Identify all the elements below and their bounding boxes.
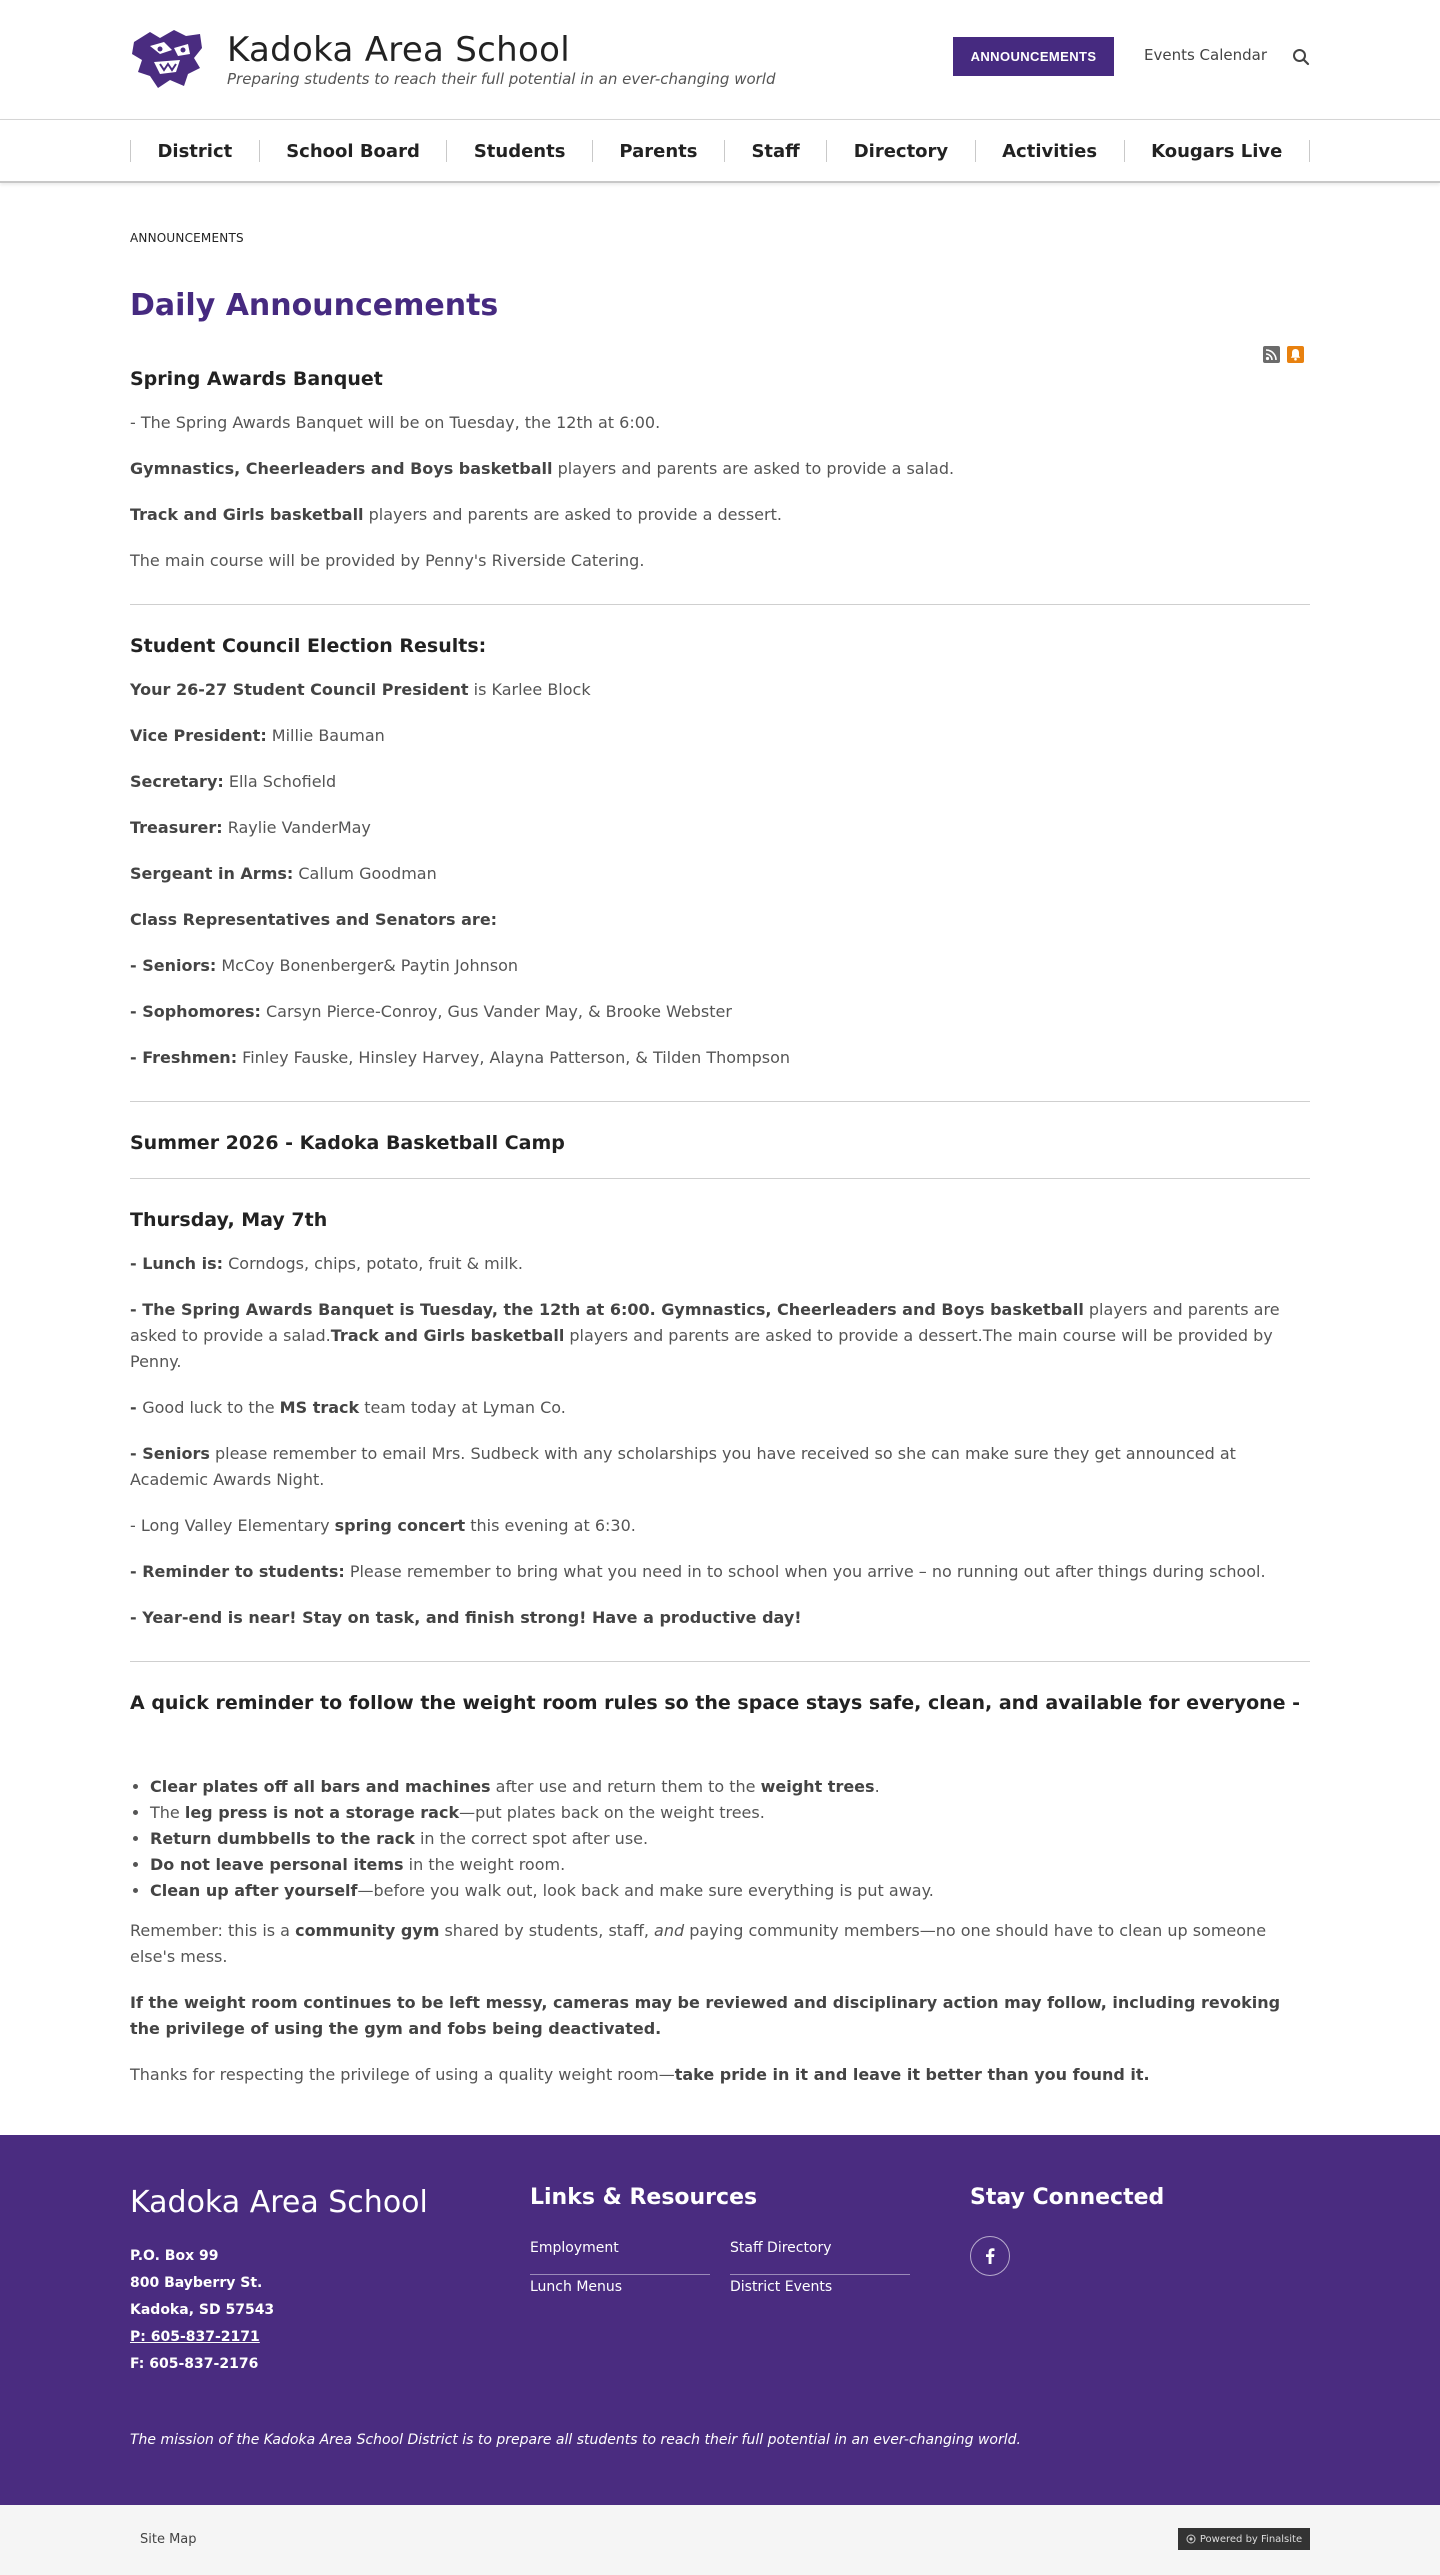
- italic-text: and: [654, 1921, 685, 1940]
- text: players and parents are asked to provide a salad.: [552, 459, 955, 478]
- links-title: Links & Resources: [530, 2185, 758, 2210]
- text: McCoy Bonenberger& Paytin Johnson: [216, 956, 518, 975]
- address-street: 800 Bayberry St.: [130, 2275, 263, 2291]
- post-text: [130, 456, 1310, 482]
- bold-text: - Seniors:: [130, 956, 217, 975]
- post-text: [130, 677, 1310, 703]
- main-nav: [0, 119, 1440, 183]
- bold-text: spring concert: [334, 1516, 466, 1535]
- bold-text: - Reminder to students:: [130, 1562, 345, 1581]
- footer-link-lunch-menus[interactable]: Lunch Menus: [530, 2279, 623, 2295]
- rss-icon[interactable]: [1263, 346, 1280, 363]
- post-title[interactable]: Summer 2026 - Kadoka Basketball Camp: [130, 1132, 565, 1154]
- nav-divider: [1124, 140, 1125, 162]
- bold-text: -: [130, 1398, 143, 1417]
- post-text: [130, 1441, 1310, 1493]
- footer-link-employment[interactable]: Employment: [530, 2240, 619, 2256]
- bold-text: Your 26-27 Student Council President: [130, 680, 469, 699]
- nav-item-students[interactable]: Students: [473, 140, 566, 162]
- text: Thanks for respecting the privilege of using a quality weight room—: [130, 2065, 675, 2084]
- text: players and parents are asked to provide a salad.: [130, 1300, 1280, 1345]
- spacer: [130, 1734, 1310, 1774]
- text: Carsyn Pierce-Conroy, Gus Vander May, & Brooke Webster: [260, 1002, 732, 1021]
- bold-text: - Lunch is:: [130, 1254, 224, 1273]
- text: .: [874, 1777, 880, 1796]
- bold-text: Return dumbbells to the rack: [150, 1829, 415, 1848]
- announcements-button[interactable]: ANNOUNCEMENTS: [953, 37, 1114, 76]
- post-text: [130, 502, 1310, 528]
- bold-text: Secretary:: [130, 772, 224, 791]
- powered-by-badge[interactable]: [1178, 2528, 1310, 2550]
- nav-divider: [1309, 140, 1310, 162]
- post-text: [130, 769, 1310, 795]
- phone-link[interactable]: P: 605-837-2171: [130, 2329, 260, 2345]
- footer-address: [130, 2243, 274, 2378]
- text: Good luck to the: [142, 1398, 280, 1417]
- nav-item-district[interactable]: District: [157, 140, 233, 162]
- bold-text: If the weight room continues to be left messy, cameras may be reviewed and disciplinary action may follow, including revoking the privilege of using the gym and fobs being deactivated.: [130, 1993, 1281, 2038]
- post-text: [130, 861, 1310, 887]
- bold-text: Seniors: [142, 1444, 210, 1463]
- facebook-icon[interactable]: [970, 2236, 1010, 2276]
- nav-item-directory[interactable]: Directory: [853, 140, 949, 162]
- post-text: [130, 1045, 1310, 1071]
- stay-connected-title: Stay Connected: [970, 2185, 1165, 2210]
- list-item: [150, 1878, 1310, 1904]
- footer-link-district-events[interactable]: District Events: [730, 2279, 833, 2295]
- nav-item-parents[interactable]: Parents: [619, 140, 698, 162]
- post-text: [130, 953, 1310, 979]
- powered-by-text: Powered by Finalsite: [1199, 2533, 1303, 2545]
- announcement-post: [130, 1130, 1310, 1179]
- nav-item-staff[interactable]: Staff: [751, 140, 800, 162]
- post-text: [130, 2062, 1310, 2088]
- footer-school-name: Kadoka Area School: [130, 2185, 428, 2220]
- announcement-post: [130, 633, 1310, 1102]
- site-tagline: Preparing students to reach their full potential in an ever-changing world: [227, 70, 776, 88]
- text: —before you walk out, look back and make sure everything is put away.: [357, 1881, 934, 1900]
- post-text: [130, 1395, 1310, 1421]
- bold-text: Sergeant in Arms:: [130, 864, 294, 883]
- rules-list: [150, 1774, 1310, 1904]
- site-map-link[interactable]: Site Map: [140, 2532, 197, 2547]
- post-text: - The Spring Awards Banquet will be on Tuesday, the 12th at 6:00.: [130, 413, 661, 432]
- bold-text: leg press is not a storage rack: [184, 1803, 460, 1822]
- bold-text: Track and Girls basketball: [130, 505, 364, 524]
- text: —put plates back on the weight trees.: [459, 1803, 765, 1822]
- text: players and parents are asked to provide a dessert.The main course will be provided by Penny.: [130, 1326, 1273, 1371]
- nav-divider: [446, 140, 447, 162]
- footer-link-staff-directory[interactable]: Staff Directory: [730, 2240, 832, 2256]
- bold-text: Gymnastics, Cheerleaders and Boys basketball: [130, 459, 553, 478]
- list-item: [150, 1852, 1310, 1878]
- post-title[interactable]: Spring Awards Banquet: [130, 368, 383, 390]
- bold-text: Clear plates off all bars and machines: [150, 1777, 491, 1796]
- bold-text: -: [130, 1444, 143, 1463]
- site-name[interactable]: Kadoka Area School: [227, 30, 570, 70]
- bottom-bar: [0, 2505, 1440, 2575]
- text: in the correct spot after use.: [414, 1829, 649, 1848]
- site-footer: [0, 2135, 1440, 2505]
- text: Raylie VanderMay: [222, 818, 371, 837]
- text: please remember to email Mrs. Sudbeck with any scholarships you have received so she can make sure they get announced at Academic Awards Night.: [130, 1444, 1236, 1489]
- bold-text: Class Representatives and Senators are:: [130, 910, 498, 929]
- breadcrumb[interactable]: ANNOUNCEMENTS: [130, 231, 244, 245]
- post-text: [130, 1297, 1310, 1375]
- announcement-list: [130, 366, 1310, 2146]
- list-item: [150, 1774, 1310, 1800]
- bold-text: Clean up after yourself: [150, 1881, 358, 1900]
- announcement-post: [130, 366, 1310, 605]
- post-text: [130, 1251, 1310, 1277]
- post-text: [130, 999, 1310, 1025]
- post-text: [130, 1559, 1310, 1585]
- post-text: [130, 1918, 1310, 1970]
- text: after use and return them to the: [490, 1777, 761, 1796]
- text: shared by students, staff,: [439, 1921, 655, 1940]
- text: in the weight room.: [403, 1855, 566, 1874]
- post-text: [130, 907, 1310, 933]
- bold-text: community gym: [295, 1921, 440, 1940]
- text: Callum Goodman: [293, 864, 437, 883]
- bold-text: - Freshmen:: [130, 1048, 238, 1067]
- address-city: Kadoka, SD 57543: [130, 2302, 275, 2318]
- address-po-box: P.O. Box 99: [130, 2248, 219, 2264]
- text: Ella Schofield: [223, 772, 337, 791]
- post-title[interactable]: A quick reminder to follow the weight room rules so the space stays safe, clean, and available for everyone -: [130, 1692, 1301, 1714]
- page-title: Daily Announcements: [130, 288, 499, 323]
- search-icon[interactable]: [1292, 48, 1310, 66]
- text: - Long Valley Elementary: [130, 1516, 335, 1535]
- bold-text: MS track: [279, 1398, 360, 1417]
- fax-number: F: 605-837-2176: [130, 2356, 259, 2372]
- post-text: The main course will be provided by Penny's Riverside Catering.: [130, 551, 645, 570]
- post-text: [130, 815, 1310, 841]
- bold-text: Do not leave personal items: [150, 1855, 404, 1874]
- events-calendar-link[interactable]: Events Calendar: [1144, 46, 1268, 64]
- facebook-glyph-icon: [985, 2248, 995, 2264]
- post-text: [130, 1990, 1310, 2042]
- post-title[interactable]: Thursday, May 7th: [130, 1209, 328, 1231]
- post-text: [130, 723, 1310, 749]
- finalsite-icon: [1186, 2534, 1196, 2544]
- text: The: [150, 1803, 185, 1822]
- announcement-post: [130, 1207, 1310, 1662]
- text: paying community members—no one should have to clean up someone else's mess.: [130, 1921, 1267, 1966]
- nav-item-kougars-live[interactable]: Kougars Live: [1151, 140, 1283, 162]
- bold-text: - The Spring Awards Banquet is Tuesday, the 12th at 6:00. Gymnastics, Cheerleaders and Boys basketball: [130, 1300, 1084, 1319]
- nav-divider: [975, 140, 976, 162]
- notification-bell-icon[interactable]: [1287, 346, 1304, 363]
- text: Millie Bauman: [266, 726, 385, 745]
- text: players and parents are asked to provide a dessert.: [363, 505, 782, 524]
- text: Corndogs, chips, potato, fruit & milk.: [223, 1254, 523, 1273]
- nav-divider: [259, 140, 260, 162]
- post-title[interactable]: Student Council Election Results:: [130, 635, 487, 657]
- footer-link-divider: [730, 2274, 910, 2275]
- text: Finley Fauske, Hinsley Harvey, Alayna Patterson, & Tilden Thompson: [237, 1048, 791, 1067]
- nav-item-school-board[interactable]: School Board: [286, 140, 420, 162]
- kougar-logo-icon[interactable]: [130, 28, 206, 90]
- mission-statement: The mission of the Kadoka Area School District is to prepare all students to reach their full potential in an ever-changing world.: [130, 2432, 1021, 2448]
- bold-text: Track and Girls basketball: [330, 1326, 565, 1345]
- nav-divider: [724, 140, 725, 162]
- nav-divider: [592, 140, 593, 162]
- text: Please remember to bring what you need in to school when you arrive – no running out after things during school.: [344, 1562, 1266, 1581]
- text: Remember: this is a: [130, 1921, 296, 1940]
- bold-text: Treasurer:: [130, 818, 223, 837]
- bold-text: - Sophomores:: [130, 1002, 261, 1021]
- post-text: [130, 1605, 1310, 1631]
- text: is Karlee Block: [468, 680, 591, 699]
- bold-text: Vice President:: [130, 726, 267, 745]
- bold-text: weight trees: [760, 1777, 875, 1796]
- nav-item-activities[interactable]: Activities: [1002, 140, 1098, 162]
- text: this evening at 6:30.: [465, 1516, 636, 1535]
- footer-link-divider: [530, 2274, 710, 2275]
- announcement-post: [130, 1690, 1310, 2118]
- list-item: [150, 1800, 1310, 1826]
- nav-divider: [130, 140, 131, 162]
- bold-text: - Year-end is near! Stay on task, and finish strong! Have a productive day!: [130, 1608, 802, 1627]
- list-item: [150, 1826, 1310, 1852]
- nav-divider: [826, 140, 827, 162]
- post-text: [130, 1513, 1310, 1539]
- text: team today at Lyman Co.: [359, 1398, 566, 1417]
- site-header: [0, 0, 1440, 119]
- bold-text: take pride in it and leave it better than you found it.: [674, 2065, 1150, 2084]
